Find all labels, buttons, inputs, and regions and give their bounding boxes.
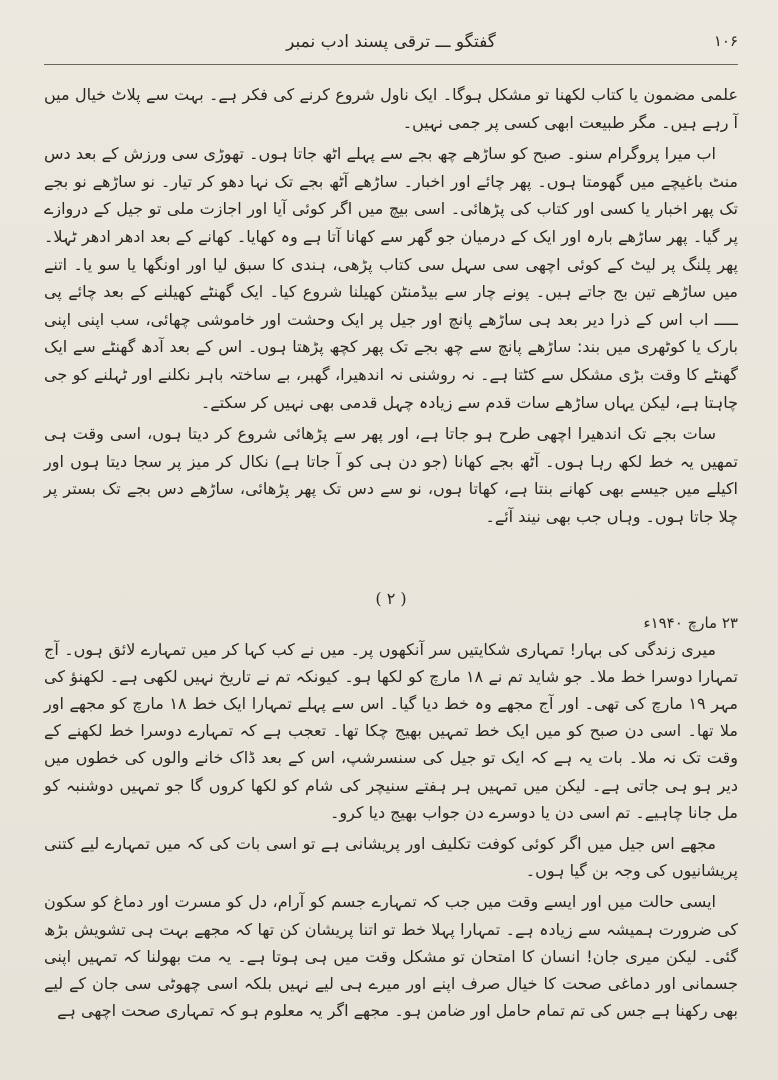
paragraph: میری زندگی کی بہار! تمہاری شکایتیں سر آنکھوں پر۔ میں نے کب کہا کر میں تمہارے لائق ہوں۔ آج تمہارا دوسرا خط ملا۔ جو شاید تم نے ۱۸ مارچ کو لکھا ہو۔ کیونکہ تم نے تاریخ نہیں لکھی ہے۔ لکھنؤ کی مہر ۱۹ مارچ کی تھی۔ اور آج مجھے وہ خط دیا گیا۔ اس سے پہلے تمہارا ایک خط ۱۸ مارچ کو مجھے اور ملا تھا۔ اسی دن صبح کو میں ایک خط تمہیں بھیج چکا تھا۔ تعجب ہے کہ تمہارے دوسرا خط لکھنے کے وقت تک نہ ملا۔ بات یہ ہے کہ ایک تو جیل کی سنسرشپ، اس کے بعد ڈاک خانے والوں کی خطوں میں دیر ہو ہی جاتی ہے۔ لیکن میں تمہیں ہر ہفتے سنیچر کی شام کو لکھا کروں گا جو تمہیں دوشنبہ کو مل جانا چاہیے۔ تم اسی دن یا دوسرے دن جواب بھیج دیا کرو۔: [44, 639, 739, 822]
paragraph: ایسی حالت میں اور ایسے وقت میں جب کہ تمہارے جسم کو آرام، دل کو مسرت اور دماغ کو سکون کی ضرورت ہمیشہ سے زیادہ ہے۔ تمہارا پہلا خط تو اتنا پریشان کن تھا کہ مجھے بہت ہی تشویش بڑھ گئی۔ لیکن میری جان! انسان کا امتحان تو مشکل وقت میں ہی ہوتا ہے۔ یہ مت بھولنا کہ تمہیں اپنی جسمانی اور دماغی صحت کا خیال صرف اپنے اور میرے ہی لیے نہیں بلکہ اسی چھوٹی سی جان کے لیے بھی رکھنا ہے جس کی تم تمام حامل اور ضامن ہو۔ مجھے اگر یہ معلوم ہو کہ تمہاری صحت اچھی ہے: [44, 892, 739, 1021]
paragraph: اب میرا پروگرام سنو۔ صبح کو ساڑھے چھ بجے سے پہلے اٹھ جاتا ہوں۔ تھوڑی سی ورزش کے بعد دس منٹ باغیچے میں گھومتا ہوں۔ پھر چائے اور اخبار۔ ساڑھے آٹھ بجے تک نہا دھو کر تیار۔ نو ساڑھے نو بجے تک پھر اخبار یا کسی اور کتاب کی پڑھائی۔ اسی بیچ میں اگر کوئی آیا اور اجازت ملی تو جیل کے دروازے پر گیا۔ پھر ساڑھے بارہ اور ایک کے درمیان جو گھر سے کھانا آتا ہے وہ کھایا۔ کھانے کے بعد ادھر ادھر ٹہلا۔ پھر پلنگ پر لیٹ کے کوئی اچھی سی سہل سی کتاب پڑھی، ہندی کا سبق لیا اور اونگھا یا سو یا۔ اتنے میں ساڑھے تین بج جاتے ہیں۔ پونے چار سے بیڈمنٹن کھیلنا شروع کیا۔ ایک گھنٹے کھیلنے کے بعد چائے پی ـــــ اب اس کے ذرا دیر بعد ہی ساڑھے پانچ اور جیل پر ایک وحشت اور خاموشی چھائی، سب اپنی اپنی بارک یا کوٹھری میں بند: ساڑھے پانچ سے چھ بجے تک پھر کچھ پڑھتا ہوں۔ اس کے بعد آدھ گھنٹے سے ایک گھنٹے کا وقت بڑی مشکل سے کٹتا ہے۔ نہ روشنی نہ اندھیرا، گھبر، بے ساختہ باہر نکلنے اور ٹہلنے کو جی چاہتا ہے، لیکن یہاں ساڑھے سات قدم سے زیادہ چہل قدمی بھی نہیں کر سکتے۔: [44, 144, 738, 412]
paragraph: سات بجے تک اندھیرا اچھی طرح ہو جاتا ہے، اور پھر سے پڑھائی شروع کر دیتا ہوں، اسی وقت ہی تمھیں یہ خط لکھ رہا ہوں۔ آٹھ بجے کھانا (جو دن ہی کو آ جاتا ہے) نکال کر میز پر سجا دیتا ہوں اور اکیلے میں جیسے بھی کھانے بنتا ہے، کھاتا ہوں، نو سے دس تک پھر پڑھائی، ساڑھے دس بجے تک بستر پر چلا جاتا ہوں۔ وہاں جب بھی نیند آئے۔: [44, 424, 738, 526]
letter-date: ۲۳ مارچ ۱۹۴۰ء: [643, 613, 738, 632]
running-title: گفتگو ـــ ترقی پسند ادب نمبر: [286, 32, 496, 52]
page-header: [44, 28, 738, 65]
section-number: ( ۲ ): [375, 588, 407, 608]
paragraph: مجھے اس جیل میں اگر کوئی کوفت تکلیف اور پریشانی ہے تو اسی بات کی کہ میں تمہارے لیے کتنی پریشانیوں کی وجہ بن گیا ہوں۔: [44, 833, 738, 881]
page-number: ۱۰۶: [713, 32, 738, 50]
paragraph: علمی مضمون یا کتاب لکھنا تو مشکل ہوگا۔ ایک ناول شروع کرنے کی فکر ہے۔ بہت سے پلاٹ خیال میں آ رہے ہیں۔ مگر طبیعت ابھی کسی پر جمی نہیں۔: [44, 85, 738, 132]
section-1: [44, 81, 738, 531]
section-2: [44, 589, 738, 1025]
